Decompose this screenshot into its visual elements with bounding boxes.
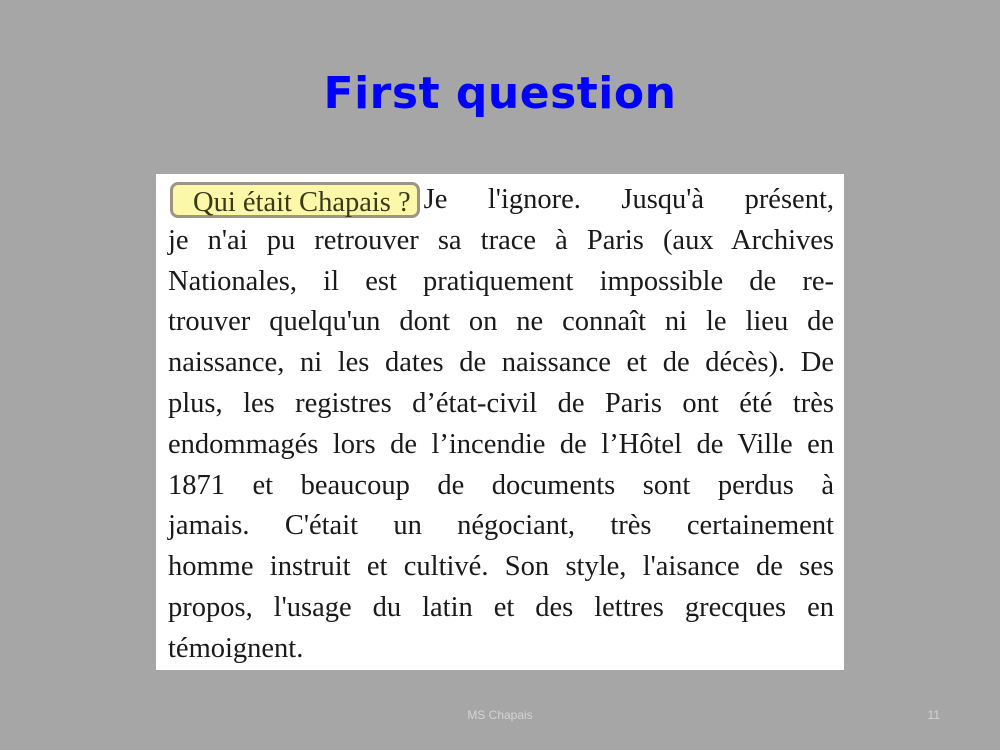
passage-line: je n'ai pu retrouver sa trace à Paris (aux Archives: [168, 224, 834, 256]
passage-line: trouver quelqu'un dont on ne connaît ni le lieu de: [168, 306, 834, 338]
passage-line: [168, 180, 834, 221]
passage-line: plus, les registres d’état-civil de Paris ont été très: [168, 387, 834, 419]
footer-text: MS Chapais: [467, 708, 533, 722]
passage-line-text: Je l'ignore. Jusqu'à présent,: [423, 184, 834, 215]
passage-line: 1871 et beaucoup de documents sont perdus à: [168, 469, 834, 501]
passage-line: naissance, ni les dates de naissance et de décès). De: [168, 347, 834, 379]
slide-title: First question: [323, 68, 677, 119]
passage-line: endommagés lors de l’incendie de l’Hôtel de Ville en: [168, 428, 834, 460]
highlighted-question: Qui était Chapais ?: [170, 182, 420, 218]
passage-line: propos, l'usage du latin et des lettres grecques en: [168, 591, 834, 623]
page-number: 11: [927, 708, 940, 722]
passage-line: jamais. C'était un négociant, très certainement: [168, 510, 834, 542]
passage-line: homme instruit et cultivé. Son style, l'aisance de ses: [168, 551, 834, 583]
scanned-text-image: [156, 174, 844, 670]
passage-line: témoignent.: [168, 632, 304, 664]
passage-text: [168, 180, 834, 670]
passage-line: Nationales, il est pratiquement impossible de re-: [168, 265, 834, 297]
